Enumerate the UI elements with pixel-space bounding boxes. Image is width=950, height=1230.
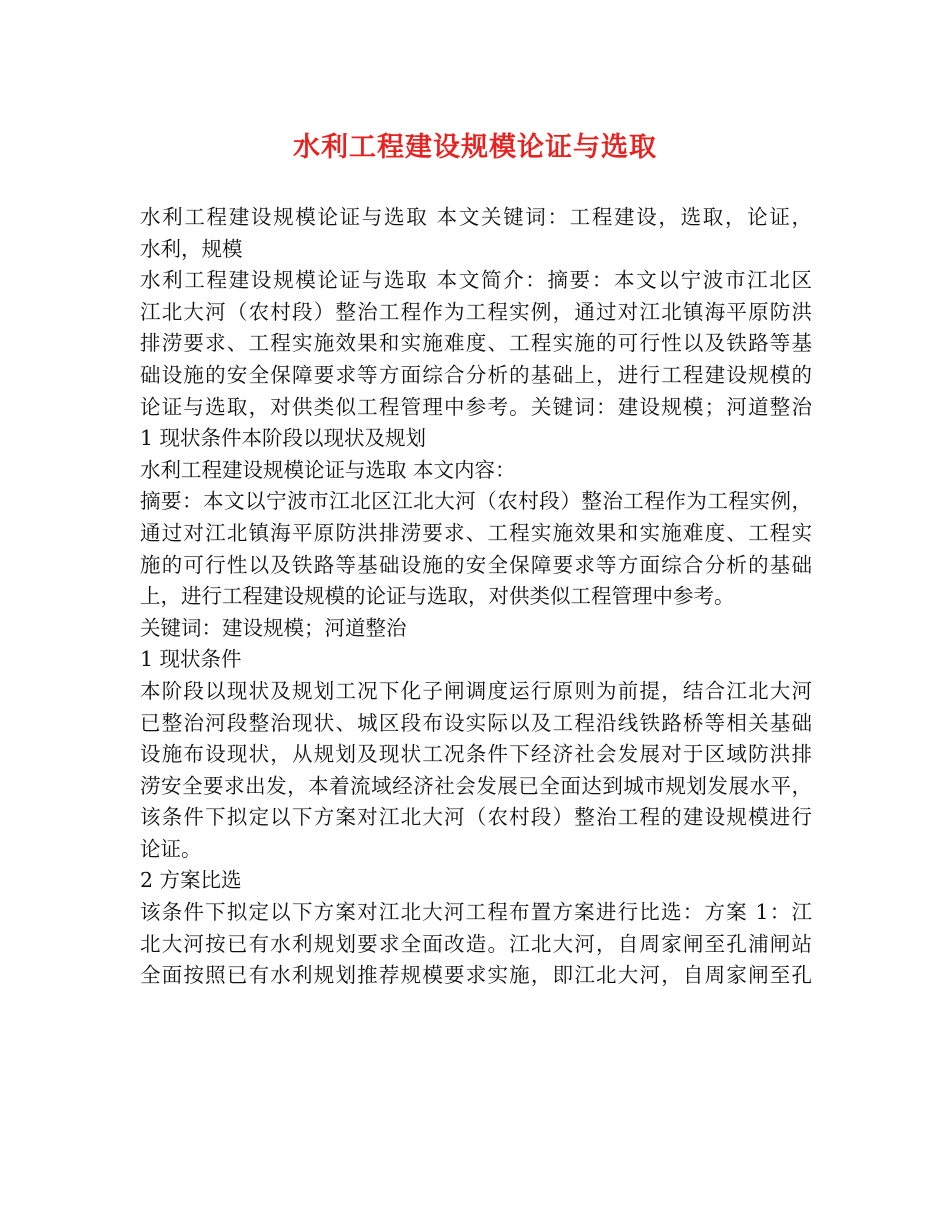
text-line: 设施布设现状，从规划及现状工况条件下经济社会发展对于区域防洪排 (140, 742, 812, 767)
text-line: 论证与选取，对供类似工程管理中参考。关键词：建设规模；河道整治 (140, 394, 812, 419)
text-line: 涝安全要求出发，本着流域经济社会发展已全面达到城市规划发展水平， (140, 773, 812, 798)
text-line: 2 方案比选 (140, 868, 242, 893)
text-line: 通过对江北镇海平原防洪排涝要求、工程实施效果和实施难度、工程实 (140, 520, 812, 545)
text-line: 础设施的安全保障要求等方面综合分析的基础上，进行工程建设规模的 (140, 362, 812, 387)
text-line: 全面按照已有水利规划推荐规模要求实施，即江北大河，自周家闸至孔 (140, 963, 812, 988)
text-line: 关键词：建设规模；河道整治 (140, 615, 407, 640)
text-line: 水利，规模 (140, 236, 243, 261)
text-line: 上，进行工程建设规模的论证与选取，对供类似工程管理中参考。 (140, 584, 735, 609)
text-line: 1 现状条件本阶段以现状及规划 (140, 426, 427, 451)
document-body (140, 202, 812, 992)
text-line: 已整治河段整治现状、城区段布设实际以及工程沿线铁路桥等相关基础 (140, 710, 812, 735)
text-line: 1 现状条件 (140, 647, 242, 672)
text-line: 水利工程建设规模论证与选取 本文内容： (140, 457, 516, 482)
text-line: 江北大河（农村段）整治工程作为工程实例，通过对江北镇海平原防洪 (140, 299, 812, 324)
text-line: 摘要：本文以宁波市江北区江北大河（农村段）整治工程作为工程实例， (140, 489, 812, 514)
text-line: 施的可行性以及铁路等基础设施的安全保障要求等方面综合分析的基础 (140, 552, 812, 577)
text-line: 水利工程建设规模论证与选取 本文关键词：工程建设，选取，论证， (140, 205, 812, 229)
text-line: 该条件下拟定以下方案对江北大河（农村段）整治工程的建设规模进行 (140, 805, 812, 830)
text-line: 该条件下拟定以下方案对江北大河工程布置方案进行比选：方案 1：江 (140, 900, 812, 925)
text-line: 水利工程建设规模论证与选取 本文简介：摘要：本文以宁波市江北区 (140, 268, 812, 293)
document-title: 水利工程建设规模论证与选取 (293, 132, 657, 163)
text-line: 北大河按已有水利规划要求全面改造。江北大河，自周家闸至孔浦闸站 (140, 931, 812, 956)
text-line: 排涝要求、工程实施效果和实施难度、工程实施的可行性以及铁路等基 (140, 331, 812, 356)
text-line: 本阶段以现状及规划工况下化子闸调度运行原则为前提，结合江北大河 (140, 678, 812, 703)
text-line: 论证。 (140, 836, 202, 861)
